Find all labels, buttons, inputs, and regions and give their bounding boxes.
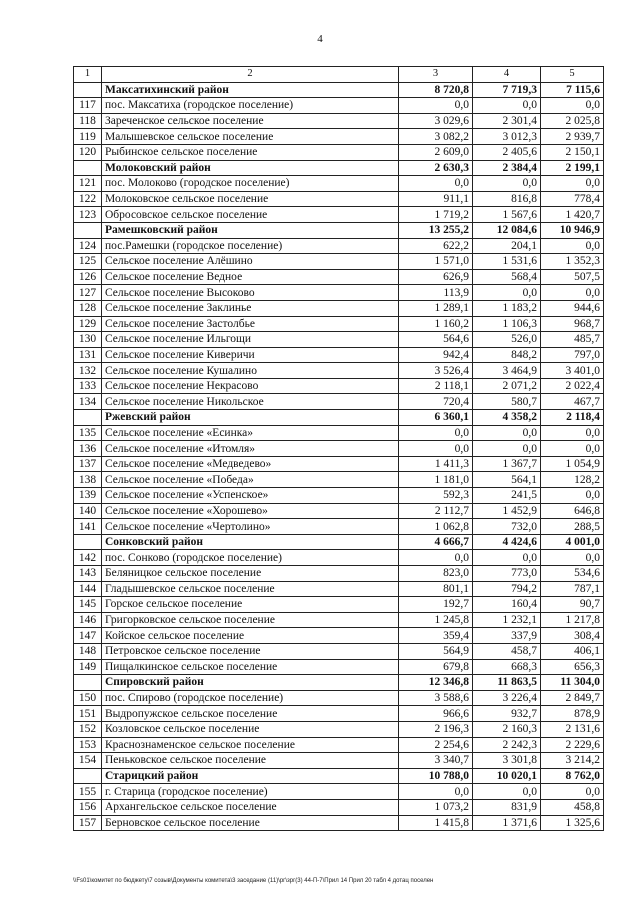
- footer-file-path: \\Fs01\комитет по бюджету\7 созыв\Документы комитета\3 заседание (11)\рг\зрг(3) 44-П-7\Прил 14 Прил 20 табл 4 дотац поселен: [73, 878, 434, 884]
- value-cell-col3: 720,4: [399, 394, 473, 410]
- table-row: [74, 597, 604, 613]
- value-cell-col5: 2 118,4: [541, 410, 604, 426]
- value-cell-col4: 580,7: [473, 394, 541, 410]
- table-row: [74, 98, 604, 114]
- value-cell-col5: 3 401,0: [541, 363, 604, 379]
- table-row: [74, 737, 604, 753]
- row-number-cell: [74, 410, 102, 426]
- value-cell-col5: 2 022,4: [541, 378, 604, 394]
- settlement-name-cell: Сельское поселение «Победа»: [102, 472, 399, 488]
- value-cell-col4: 1 531,6: [473, 254, 541, 270]
- settlement-name-cell: Сельское поселение Застолбье: [102, 316, 399, 332]
- value-cell-col4: 0,0: [473, 285, 541, 301]
- settlement-name-cell: Сельское поселение Никольское: [102, 394, 399, 410]
- value-cell-col3: 2 196,3: [399, 721, 473, 737]
- row-number-cell: 156: [74, 799, 102, 815]
- value-cell-col4: 3 012,3: [473, 129, 541, 145]
- value-cell-col4: 2 071,2: [473, 378, 541, 394]
- value-cell-col4: 0,0: [473, 550, 541, 566]
- table-header-row: [74, 67, 604, 83]
- value-cell-col3: 13 255,2: [399, 222, 473, 238]
- table-row: [74, 753, 604, 769]
- row-number-cell: 154: [74, 753, 102, 769]
- row-number-cell: 136: [74, 441, 102, 457]
- value-cell-col5: 878,9: [541, 706, 604, 722]
- settlement-name-cell: Сельское поселение Алёшино: [102, 254, 399, 270]
- row-number-cell: 128: [74, 300, 102, 316]
- row-number-cell: [74, 534, 102, 550]
- settlement-name-cell: Пеньковское сельское поселение: [102, 753, 399, 769]
- settlement-name-cell: Сонковский район: [102, 534, 399, 550]
- settlement-name-cell: пос. Спирово (городское поселение): [102, 690, 399, 706]
- value-cell-col5: 11 304,0: [541, 675, 604, 691]
- settlement-name-cell: Архангельское сельское поселение: [102, 799, 399, 815]
- settlement-name-cell: Беляницкое сельское поселение: [102, 566, 399, 582]
- value-cell-col5: 534,6: [541, 566, 604, 582]
- value-cell-col5: 458,8: [541, 799, 604, 815]
- district-row: [74, 222, 604, 238]
- row-number-cell: 144: [74, 581, 102, 597]
- row-number-cell: 152: [74, 721, 102, 737]
- settlement-name-cell: Сельское поселение Ведное: [102, 269, 399, 285]
- value-cell-col5: 778,4: [541, 191, 604, 207]
- settlement-name-cell: г. Старица (городское поселение): [102, 784, 399, 800]
- value-cell-col3: 823,0: [399, 566, 473, 582]
- page-number: 4: [317, 33, 323, 45]
- settlement-name-cell: Спировский район: [102, 675, 399, 691]
- value-cell-col3: 1 289,1: [399, 300, 473, 316]
- row-number-cell: 146: [74, 612, 102, 628]
- settlement-name-cell: Гладышевское сельское поселение: [102, 581, 399, 597]
- row-number-cell: 153: [74, 737, 102, 753]
- settlement-name-cell: пос. Молоково (городское поселение): [102, 176, 399, 192]
- row-number-cell: 147: [74, 628, 102, 644]
- value-cell-col5: 90,7: [541, 597, 604, 613]
- value-cell-col5: 406,1: [541, 643, 604, 659]
- settlement-name-cell: Сельское поселение Киверичи: [102, 347, 399, 363]
- value-cell-col3: 1 245,8: [399, 612, 473, 628]
- value-cell-col5: 2 131,6: [541, 721, 604, 737]
- row-number-cell: [74, 675, 102, 691]
- district-row: [74, 768, 604, 784]
- value-cell-col4: 2 160,3: [473, 721, 541, 737]
- value-cell-col5: 128,2: [541, 472, 604, 488]
- value-cell-col5: 1 217,8: [541, 612, 604, 628]
- value-cell-col5: 2 150,1: [541, 144, 604, 160]
- column-header: 2: [102, 67, 399, 83]
- settlement-name-cell: Козловское сельское поселение: [102, 721, 399, 737]
- value-cell-col3: 0,0: [399, 784, 473, 800]
- value-cell-col4: 2 405,6: [473, 144, 541, 160]
- settlement-name-cell: Обросовское сельское поселение: [102, 207, 399, 223]
- settlement-name-cell: Зареченское сельское поселение: [102, 113, 399, 129]
- value-cell-col3: 942,4: [399, 347, 473, 363]
- value-cell-col5: 288,5: [541, 519, 604, 535]
- settlement-name-cell: Молоковский район: [102, 160, 399, 176]
- table-row: [74, 207, 604, 223]
- value-cell-col3: 801,1: [399, 581, 473, 597]
- value-cell-col3: 192,7: [399, 597, 473, 613]
- value-cell-col3: 3 526,4: [399, 363, 473, 379]
- value-cell-col3: 10 788,0: [399, 768, 473, 784]
- table-row: [74, 254, 604, 270]
- table-row: [74, 441, 604, 457]
- settlement-name-cell: Сельское поселение «Успенское»: [102, 488, 399, 504]
- table-row: [74, 363, 604, 379]
- row-number-cell: 143: [74, 566, 102, 582]
- value-cell-col5: 0,0: [541, 98, 604, 114]
- table-row: [74, 238, 604, 254]
- value-cell-col3: 1 062,8: [399, 519, 473, 535]
- row-number-cell: 155: [74, 784, 102, 800]
- settlement-name-cell: Берновское сельское поселение: [102, 815, 399, 831]
- value-cell-col4: 241,5: [473, 488, 541, 504]
- row-number-cell: 127: [74, 285, 102, 301]
- value-cell-col4: 11 863,5: [473, 675, 541, 691]
- table-row: [74, 690, 604, 706]
- table-row: [74, 332, 604, 348]
- value-cell-col5: 0,0: [541, 425, 604, 441]
- settlement-name-cell: Сельское поселение «Чертолино»: [102, 519, 399, 535]
- table-row: [74, 191, 604, 207]
- value-cell-col5: 797,0: [541, 347, 604, 363]
- table-row: [74, 612, 604, 628]
- value-cell-col5: 4 001,0: [541, 534, 604, 550]
- value-cell-col5: 0,0: [541, 238, 604, 254]
- row-number-cell: 124: [74, 238, 102, 254]
- value-cell-col4: 3 226,4: [473, 690, 541, 706]
- settlement-name-cell: пос. Сонково (городское поселение): [102, 550, 399, 566]
- row-number-cell: [74, 222, 102, 238]
- table-row: [74, 519, 604, 535]
- value-cell-col3: 622,2: [399, 238, 473, 254]
- row-number-cell: 123: [74, 207, 102, 223]
- settlement-name-cell: Молоковское сельское поселение: [102, 191, 399, 207]
- value-cell-col4: 816,8: [473, 191, 541, 207]
- value-cell-col3: 1 571,0: [399, 254, 473, 270]
- value-cell-col3: 2 118,1: [399, 378, 473, 394]
- value-cell-col3: 564,6: [399, 332, 473, 348]
- row-number-cell: 150: [74, 690, 102, 706]
- value-cell-col3: 626,9: [399, 269, 473, 285]
- settlement-name-cell: Сельское поселение «Итомля»: [102, 441, 399, 457]
- value-cell-col5: 0,0: [541, 441, 604, 457]
- table-row: [74, 316, 604, 332]
- row-number-cell: 135: [74, 425, 102, 441]
- value-cell-col5: 1 054,9: [541, 456, 604, 472]
- column-header: 1: [74, 67, 102, 83]
- district-row: [74, 534, 604, 550]
- row-number-cell: 139: [74, 488, 102, 504]
- district-row: [74, 160, 604, 176]
- settlement-name-cell: Выдропужское сельское поселение: [102, 706, 399, 722]
- row-number-cell: 118: [74, 113, 102, 129]
- value-cell-col4: 2 242,3: [473, 737, 541, 753]
- value-cell-col4: 0,0: [473, 425, 541, 441]
- value-cell-col3: 3 588,6: [399, 690, 473, 706]
- table-row: [74, 721, 604, 737]
- row-number-cell: 145: [74, 597, 102, 613]
- value-cell-col4: 1 106,3: [473, 316, 541, 332]
- settlement-name-cell: Максатихинский район: [102, 82, 399, 98]
- value-cell-col5: 8 762,0: [541, 768, 604, 784]
- row-number-cell: [74, 160, 102, 176]
- table-row: [74, 144, 604, 160]
- settlement-name-cell: Григорковское сельское поселение: [102, 612, 399, 628]
- value-cell-col3: 2 112,7: [399, 503, 473, 519]
- value-cell-col4: 12 084,6: [473, 222, 541, 238]
- value-cell-col3: 1 411,3: [399, 456, 473, 472]
- value-cell-col3: 3 082,2: [399, 129, 473, 145]
- value-cell-col3: 12 346,8: [399, 675, 473, 691]
- value-cell-col5: 3 214,2: [541, 753, 604, 769]
- value-cell-col4: 458,7: [473, 643, 541, 659]
- value-cell-col4: 564,1: [473, 472, 541, 488]
- row-number-cell: 119: [74, 129, 102, 145]
- value-cell-col5: 2 229,6: [541, 737, 604, 753]
- value-cell-col4: 0,0: [473, 441, 541, 457]
- value-cell-col3: 1 181,0: [399, 472, 473, 488]
- row-number-cell: [74, 768, 102, 784]
- table-row: [74, 566, 604, 582]
- table-row: [74, 285, 604, 301]
- value-cell-col4: 204,1: [473, 238, 541, 254]
- settlement-name-cell: Сельское поселение Кушалино: [102, 363, 399, 379]
- table-row: [74, 378, 604, 394]
- value-cell-col4: 0,0: [473, 176, 541, 192]
- value-cell-col4: 1 367,7: [473, 456, 541, 472]
- value-cell-col3: 0,0: [399, 550, 473, 566]
- column-header: 5: [541, 67, 604, 83]
- value-cell-col3: 911,1: [399, 191, 473, 207]
- value-cell-col3: 1 073,2: [399, 799, 473, 815]
- value-cell-col5: 944,6: [541, 300, 604, 316]
- settlement-name-cell: Краснознаменское сельское поселение: [102, 737, 399, 753]
- row-number-cell: 142: [74, 550, 102, 566]
- value-cell-col4: 831,9: [473, 799, 541, 815]
- settlement-name-cell: Сельское поселение Ильгощи: [102, 332, 399, 348]
- value-cell-col3: 0,0: [399, 176, 473, 192]
- value-cell-col3: 4 666,7: [399, 534, 473, 550]
- value-cell-col3: 1 719,2: [399, 207, 473, 223]
- value-cell-col3: 2 254,6: [399, 737, 473, 753]
- settlement-name-cell: Горское сельское поселение: [102, 597, 399, 613]
- value-cell-col4: 773,0: [473, 566, 541, 582]
- table-row: [74, 643, 604, 659]
- row-number-cell: 126: [74, 269, 102, 285]
- value-cell-col4: 4 424,6: [473, 534, 541, 550]
- row-number-cell: 138: [74, 472, 102, 488]
- value-cell-col3: 592,3: [399, 488, 473, 504]
- value-cell-col4: 160,4: [473, 597, 541, 613]
- settlement-name-cell: Койское сельское поселение: [102, 628, 399, 644]
- settlement-name-cell: Сельское поселение «Хорошево»: [102, 503, 399, 519]
- value-cell-col4: 794,2: [473, 581, 541, 597]
- row-number-cell: 131: [74, 347, 102, 363]
- value-cell-col4: 568,4: [473, 269, 541, 285]
- value-cell-col4: 668,3: [473, 659, 541, 675]
- table-row: [74, 129, 604, 145]
- table-row: [74, 488, 604, 504]
- row-number-cell: 137: [74, 456, 102, 472]
- value-cell-col4: 1 452,9: [473, 503, 541, 519]
- row-number-cell: 120: [74, 144, 102, 160]
- row-number-cell: 133: [74, 378, 102, 394]
- table-row: [74, 394, 604, 410]
- table-row: [74, 784, 604, 800]
- value-cell-col4: 1 232,1: [473, 612, 541, 628]
- value-cell-col3: 966,6: [399, 706, 473, 722]
- value-cell-col3: 359,4: [399, 628, 473, 644]
- value-cell-col5: 2 199,1: [541, 160, 604, 176]
- row-number-cell: 121: [74, 176, 102, 192]
- value-cell-col5: 0,0: [541, 176, 604, 192]
- value-cell-col5: 656,3: [541, 659, 604, 675]
- settlement-name-cell: пос.Рамешки (городское поселение): [102, 238, 399, 254]
- row-number-cell: 141: [74, 519, 102, 535]
- value-cell-col3: 2 609,0: [399, 144, 473, 160]
- row-number-cell: 129: [74, 316, 102, 332]
- settlement-name-cell: Ржевский район: [102, 410, 399, 426]
- value-cell-col4: 1 371,6: [473, 815, 541, 831]
- settlement-name-cell: Рыбинское сельское поселение: [102, 144, 399, 160]
- value-cell-col5: 0,0: [541, 550, 604, 566]
- value-cell-col3: 113,9: [399, 285, 473, 301]
- row-number-cell: 149: [74, 659, 102, 675]
- table-row: [74, 347, 604, 363]
- value-cell-col5: 0,0: [541, 784, 604, 800]
- value-cell-col5: 507,5: [541, 269, 604, 285]
- table-row: [74, 628, 604, 644]
- value-cell-col4: 1 567,6: [473, 207, 541, 223]
- settlement-name-cell: пос. Максатиха (городское поселение): [102, 98, 399, 114]
- settlement-name-cell: Пищалкинское сельское поселение: [102, 659, 399, 675]
- value-cell-col5: 0,0: [541, 488, 604, 504]
- row-number-cell: [74, 82, 102, 98]
- value-cell-col3: 3 340,7: [399, 753, 473, 769]
- settlement-name-cell: Старицкий район: [102, 768, 399, 784]
- value-cell-col3: 1 160,2: [399, 316, 473, 332]
- column-header: 3: [399, 67, 473, 83]
- value-cell-col3: 8 720,8: [399, 82, 473, 98]
- district-row: [74, 675, 604, 691]
- value-cell-col4: 732,0: [473, 519, 541, 535]
- value-cell-col3: 0,0: [399, 98, 473, 114]
- value-cell-col5: 308,4: [541, 628, 604, 644]
- value-cell-col5: 968,7: [541, 316, 604, 332]
- settlement-name-cell: Сельское поселение Высоково: [102, 285, 399, 301]
- value-cell-col4: 2 301,4: [473, 113, 541, 129]
- settlement-name-cell: Сельское поселение Заклинье: [102, 300, 399, 316]
- district-row: [74, 82, 604, 98]
- value-cell-col4: 3 464,9: [473, 363, 541, 379]
- table-row: [74, 113, 604, 129]
- value-cell-col5: 7 115,6: [541, 82, 604, 98]
- table-row: [74, 503, 604, 519]
- column-header: 4: [473, 67, 541, 83]
- table-row: [74, 581, 604, 597]
- value-cell-col5: 10 946,9: [541, 222, 604, 238]
- value-cell-col4: 0,0: [473, 98, 541, 114]
- value-cell-col4: 932,7: [473, 706, 541, 722]
- row-number-cell: 134: [74, 394, 102, 410]
- table-row: [74, 456, 604, 472]
- value-cell-col4: 526,0: [473, 332, 541, 348]
- value-cell-col4: 10 020,1: [473, 768, 541, 784]
- value-cell-col3: 3 029,6: [399, 113, 473, 129]
- value-cell-col4: 1 183,2: [473, 300, 541, 316]
- table-row: [74, 706, 604, 722]
- settlement-name-cell: Сельское поселение «Есинка»: [102, 425, 399, 441]
- value-cell-col5: 787,1: [541, 581, 604, 597]
- settlement-name-cell: Сельское поселение «Медведево»: [102, 456, 399, 472]
- settlement-name-cell: Рамешковский район: [102, 222, 399, 238]
- value-cell-col3: 679,8: [399, 659, 473, 675]
- value-cell-col4: 848,2: [473, 347, 541, 363]
- value-cell-col5: 0,0: [541, 285, 604, 301]
- row-number-cell: 157: [74, 815, 102, 831]
- row-number-cell: 132: [74, 363, 102, 379]
- row-number-cell: 125: [74, 254, 102, 270]
- value-cell-col5: 2 025,8: [541, 113, 604, 129]
- value-cell-col4: 3 301,8: [473, 753, 541, 769]
- value-cell-col3: 0,0: [399, 425, 473, 441]
- table-row: [74, 815, 604, 831]
- value-cell-col5: 646,8: [541, 503, 604, 519]
- table-row: [74, 269, 604, 285]
- value-cell-col5: 1 352,3: [541, 254, 604, 270]
- value-cell-col3: 6 360,1: [399, 410, 473, 426]
- table-row: [74, 472, 604, 488]
- row-number-cell: 130: [74, 332, 102, 348]
- value-cell-col3: 2 630,3: [399, 160, 473, 176]
- settlement-name-cell: Малышевское сельское поселение: [102, 129, 399, 145]
- value-cell-col3: 564,9: [399, 643, 473, 659]
- value-cell-col5: 1 420,7: [541, 207, 604, 223]
- value-cell-col3: 1 415,8: [399, 815, 473, 831]
- value-cell-col5: 485,7: [541, 332, 604, 348]
- row-number-cell: 148: [74, 643, 102, 659]
- value-cell-col5: 467,7: [541, 394, 604, 410]
- value-cell-col5: 1 325,6: [541, 815, 604, 831]
- value-cell-col4: 4 358,2: [473, 410, 541, 426]
- row-number-cell: 151: [74, 706, 102, 722]
- table-row: [74, 300, 604, 316]
- value-cell-col4: 0,0: [473, 784, 541, 800]
- table-body: [74, 67, 604, 831]
- table-row: [74, 176, 604, 192]
- value-cell-col4: 7 719,3: [473, 82, 541, 98]
- row-number-cell: 117: [74, 98, 102, 114]
- district-row: [74, 410, 604, 426]
- value-cell-col4: 337,9: [473, 628, 541, 644]
- value-cell-col5: 2 939,7: [541, 129, 604, 145]
- value-cell-col3: 0,0: [399, 441, 473, 457]
- value-cell-col4: 2 384,4: [473, 160, 541, 176]
- budget-table: [73, 66, 604, 831]
- row-number-cell: 122: [74, 191, 102, 207]
- row-number-cell: 140: [74, 503, 102, 519]
- table-row: [74, 550, 604, 566]
- settlement-name-cell: Петровское сельское поселение: [102, 643, 399, 659]
- settlement-name-cell: Сельское поселение Некрасово: [102, 378, 399, 394]
- table-row: [74, 425, 604, 441]
- value-cell-col5: 2 849,7: [541, 690, 604, 706]
- table-row: [74, 659, 604, 675]
- table-row: [74, 799, 604, 815]
